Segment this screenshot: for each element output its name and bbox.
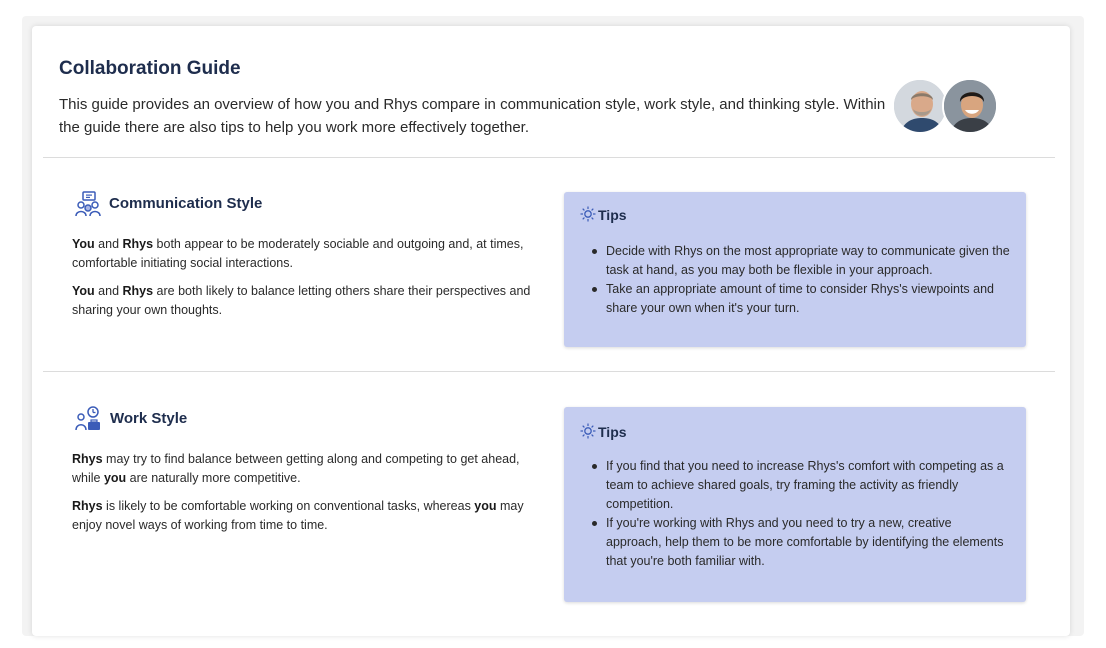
emphasized-text: Rhys xyxy=(72,452,103,466)
paragraph-text: are both likely to balance letting others share their perspectives and sharing your own thoughts. xyxy=(72,284,531,317)
work-style-tips-list xyxy=(590,457,1010,571)
tips-label: Tips xyxy=(598,424,627,440)
section-divider xyxy=(43,157,1055,158)
work-style-paragraph-1 xyxy=(72,450,542,488)
paragraph-text: is likely to be comfortable working on conventional tasks, whereas xyxy=(102,499,475,513)
emphasized-text: Rhys xyxy=(122,237,154,251)
work-style-tips-box xyxy=(564,407,1026,602)
communication-paragraph-2 xyxy=(72,282,542,320)
paragraph-text: and xyxy=(94,237,123,251)
emphasized-text: Rhys xyxy=(122,284,154,298)
section-title-communication: Communication Style xyxy=(109,195,263,212)
section-divider xyxy=(43,371,1055,372)
avatar-you xyxy=(892,78,948,134)
paragraph-text: and xyxy=(94,284,123,298)
lightbulb-icon xyxy=(580,423,596,439)
section-title-work-style: Work Style xyxy=(110,410,188,427)
communication-paragraph-1 xyxy=(72,235,542,273)
emphasized-text: you xyxy=(103,471,127,485)
guide-header xyxy=(32,26,1070,157)
emphasized-text: You xyxy=(72,284,95,298)
tips-heading xyxy=(580,423,627,440)
paragraph-text: both appear to be moderately sociable and outgoing and, at times, comfortable initiating social interactions. xyxy=(72,237,524,270)
tip-item: Decide with Rhys on the most appropriate way to communicate given the task at hand, as you may both be flexible in your approach. xyxy=(590,242,1010,280)
communication-tips-list xyxy=(590,242,1010,318)
tip-item: If you're working with Rhys and you need to try a new, creative approach, help them to be more comfortable by identifying the elements that you're both familiar with. xyxy=(590,514,1010,571)
work-style-icon xyxy=(75,406,101,432)
guide-intro: This guide provides an overview of how you and Rhys compare in communication style, work style, and thinking style. Within the guide there are also tips to help you work more effectively together. xyxy=(59,96,886,136)
avatar-group xyxy=(892,78,1000,136)
page-title: Collaboration Guide xyxy=(59,58,241,79)
tips-heading xyxy=(580,206,627,223)
avatar-rhys xyxy=(942,78,998,134)
collaboration-guide-card xyxy=(32,26,1070,636)
communication-icon xyxy=(75,191,101,217)
paragraph-text: may enjoy novel ways of working from time to time. xyxy=(72,499,524,532)
lightbulb-icon xyxy=(580,206,596,222)
emphasized-text: You xyxy=(72,237,95,251)
tips-label: Tips xyxy=(598,207,627,223)
tip-item: If you find that you need to increase Rhys's comfort with competing as a team to achieve shared goals, try framing the activity as friendly competition. xyxy=(590,457,1010,514)
tip-item: Take an appropriate amount of time to consider Rhys's viewpoints and share your own when it's your turn. xyxy=(590,280,1010,318)
paragraph-text: are naturally more competitive. xyxy=(126,471,301,485)
communication-tips-box xyxy=(564,192,1026,347)
emphasized-text: you xyxy=(474,499,497,513)
work-style-paragraph-2 xyxy=(72,497,542,535)
paragraph-text: may try to find balance between getting along and competing to get ahead, while xyxy=(72,452,520,485)
emphasized-text: Rhys xyxy=(72,499,103,513)
